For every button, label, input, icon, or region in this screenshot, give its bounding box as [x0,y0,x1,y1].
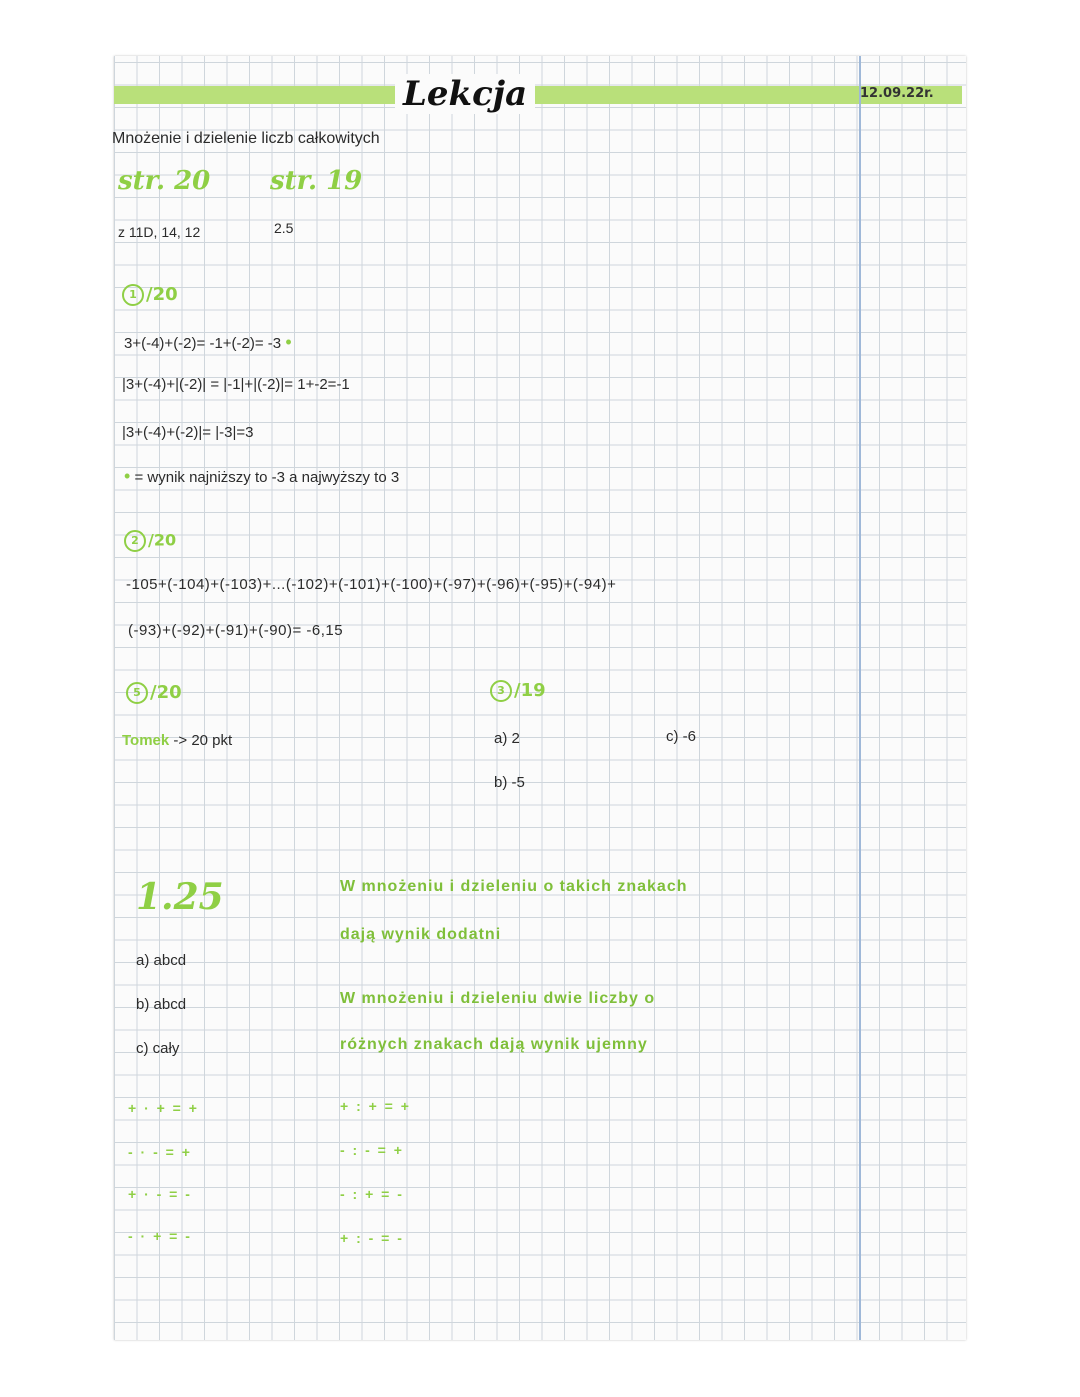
ex5-label: 1.25 [136,876,224,918]
ex2-line-1: -105+(-104)+(-103)+...(-102)+(-101)+(-100)+(-97)+(-96)+(-95)+(-94)+ [126,576,617,593]
page-ref-1: str. 20 [118,166,211,196]
sign-left-2: - · - = + [128,1144,192,1160]
ex2-line-2: (-93)+(-92)+(-91)+(-90)= -6,15 [128,622,344,639]
highlight-bar [114,86,962,104]
ex4-header [490,680,546,702]
sign-left-1: + · + = + [128,1100,199,1116]
rule-2-line-1: W mnożeniu i dzieleniu dwie liczby o [340,990,656,1007]
ex2-label: /20 [148,530,177,550]
ex1-line-1-text: 3+(-4)+(-2)= -1+(-2)= -3 [124,335,282,352]
ex3-answer [122,732,232,749]
margin-line [859,56,861,1340]
ex5-item-b: b) abcd [136,996,187,1013]
rule-2-line-2: różnych znakach dają wynik ujemny [340,1036,648,1053]
task-ref-left: z 11D, 14, 12 [118,224,201,240]
sign-left-3: + · - = - [128,1186,192,1202]
sign-right-3: - : + = - [340,1186,404,1202]
sign-right-4: + : - = - [340,1230,404,1246]
ex3-answer-name: Tomek [122,732,170,749]
ex1-line-1 [124,332,292,353]
sign-right-1: + : + = + [340,1098,411,1114]
ex1-number-badge: 1 [122,284,144,306]
date: 12.09.22r. [860,86,934,101]
ex4-c: c) -6 [666,728,696,745]
ex4-b: b) -5 [494,774,525,791]
task-ref-right: 2.5 [274,220,294,236]
topic-line [112,130,380,148]
ex2-number-badge: 2 [124,530,146,552]
ex2-header [124,530,176,552]
rule-1-line-2: dają wynik dodatni [340,926,502,943]
ex3-label: /20 [150,682,182,703]
ex5-item-a: a) abcd [136,952,187,969]
ex1-line-3: |3+(-4)+(-2)|= |-3|=3 [122,424,254,441]
ex4-label: /19 [514,680,546,701]
ex5-item-c: c) cały [136,1040,180,1057]
ex1-header [122,284,178,306]
ex1-label: /20 [146,284,178,305]
ex3-answer-rest: -> 20 pkt [173,732,233,749]
bullet-icon: • [124,466,131,486]
page-ref-2: str. 19 [270,166,363,196]
topic-text: Mnożenie i dzielenie liczb całkowitych [112,130,380,147]
rule-1-line-1: W mnożeniu i dzieleniu o takich znakach [340,878,688,895]
ex4-a: a) 2 [494,730,520,747]
sign-left-4: - · + = - [128,1228,192,1244]
sign-right-2: - : - = + [340,1142,404,1158]
bullet-icon: • [285,332,292,352]
ex1-line-2: |3+(-4)+|(-2)| = |-1|+|(-2)|= 1+-2=-1 [122,376,350,393]
ex1-note [124,466,399,487]
ex1-note-text: = wynik najniższy to -3 a najwyższy to 3 [134,469,400,486]
ex4-number-badge: 3 [490,680,512,702]
page-title: Lekcja [395,74,535,114]
ex3-header [126,682,182,704]
ex3-number-badge: 5 [126,682,148,704]
